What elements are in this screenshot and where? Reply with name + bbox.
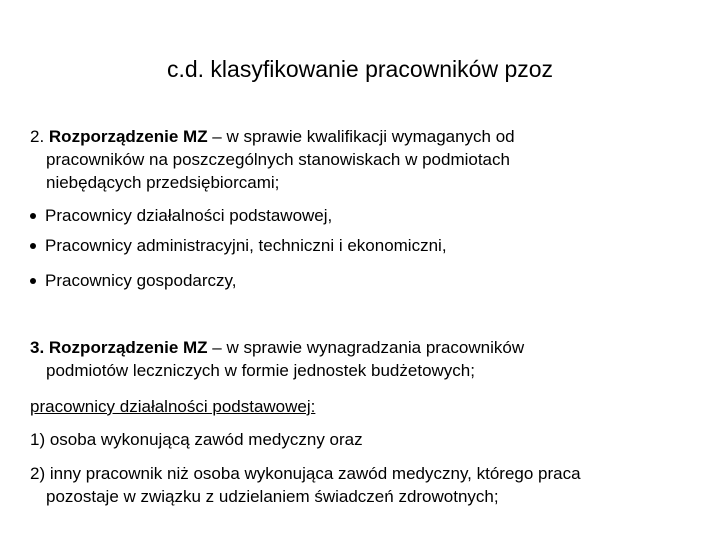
bullet-item	[30, 204, 332, 227]
section-2-paragraph	[30, 125, 700, 194]
bullet-item	[30, 234, 447, 257]
section-3-paragraph	[30, 336, 700, 382]
bullet-dot-icon	[30, 243, 36, 249]
section-3-line1-rest: – w sprawie wynagradzania pracowników	[207, 338, 525, 357]
item-2-line2: pozostaje w związku z udzielaniem świadczeń zdrowotnych;	[46, 487, 499, 506]
section-2-number: 2.	[30, 127, 49, 146]
item-1: 1) osoba wykonującą zawód medyczny oraz	[30, 430, 363, 449]
item-2	[30, 462, 700, 508]
bullet-item	[30, 269, 237, 292]
staff-heading: pracownicy działalności podstawowej:	[30, 397, 316, 416]
section-3-line2: podmiotów leczniczych w formie jednostek budżetowych;	[46, 361, 475, 380]
bullet-dot-icon	[30, 213, 36, 219]
section-2-line2: pracowników na poszczególnych stanowiskach w podmiotach	[46, 150, 510, 169]
section-2-bold: Rozporządzenie MZ	[48, 127, 208, 146]
bullet-text: Pracownicy gospodarczy,	[45, 271, 237, 290]
section-2-line3: niebędących przedsiębiorcami;	[46, 173, 280, 192]
bullet-text: Pracownicy administracyjni, techniczni i ekonomiczni,	[45, 236, 447, 255]
bullet-text: Pracownicy działalności podstawowej,	[45, 206, 333, 225]
section-3-bold: 3. Rozporządzenie MZ	[30, 338, 208, 357]
bullet-dot-icon	[30, 278, 36, 284]
item-2-line1: 2) inny pracownik niż osoba wykonująca zawód medyczny, którego praca	[30, 464, 581, 483]
section-2-line1-rest: – w sprawie kwalifikacji wymaganych od	[207, 127, 515, 146]
slide-title: c.d. klasyfikowanie pracowników pzoz	[166, 56, 554, 82]
